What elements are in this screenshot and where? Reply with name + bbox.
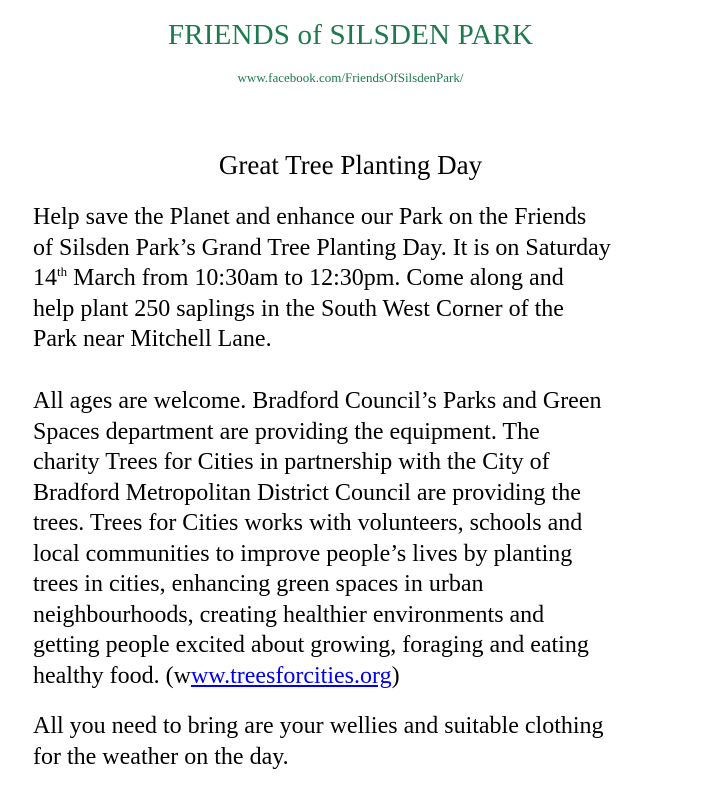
paragraph-line: getting people excited about growing, foraging and eating <box>33 632 589 658</box>
paragraph-line: Help save the Planet and enhance our Park on the Friends <box>33 204 587 230</box>
paragraph-line: help plant 250 saplings in the South West Corner of the <box>33 295 564 322</box>
date-rest: March from 10:30am to 12:30pm. Come along and <box>67 265 564 291</box>
trees-for-cities-link[interactable]: ww.treesforcities.org <box>190 662 392 689</box>
facebook-url: www.facebook.com/FriendsOfSilsdenPark/ <box>237 70 464 85</box>
paragraph-line: Bradford Metropolitan District Council are providing the <box>33 479 581 506</box>
paragraph-line: neighbourhoods, creating healthier environments and <box>33 601 545 628</box>
paragraph-line: trees. Trees for Cities works with volunteers, schools and <box>33 510 583 536</box>
details-paragraph <box>33 386 693 691</box>
closing-paragraph <box>33 711 693 772</box>
date-day: 14 <box>33 265 57 291</box>
paragraph-line: All you need to bring are your wellies and suitable clothing <box>33 713 604 739</box>
link-prefix: healthy food. (w <box>33 662 191 689</box>
paragraph-line: for the weather on the day. <box>33 743 289 770</box>
event-title: Great Tree Planting Day <box>218 150 483 180</box>
paragraph-line-with-link <box>33 661 693 692</box>
paragraph-line-date <box>33 263 693 294</box>
paragraph-line: charity Trees for Cities in partnership with the City of <box>33 449 550 475</box>
organisation-title: FRIENDS of SILSDEN PARK <box>167 19 534 51</box>
paragraph-line: All ages are welcome. Bradford Council’s Parks and Green <box>33 388 602 414</box>
intro-paragraph <box>33 202 693 355</box>
paragraph-line: local communities to improve people’s lives by planting <box>33 540 573 567</box>
paragraph-line: Park near Mitchell Lane. <box>33 326 272 352</box>
link-suffix: ) <box>391 662 400 689</box>
paragraph-line: trees in cities, enhancing green spaces in urban <box>33 571 484 597</box>
paragraph-line: of Silsden Park’s Grand Tree Planting Day. It is on Saturday <box>33 234 611 261</box>
paragraph-line: Spaces department are providing the equipment. The <box>33 418 540 445</box>
date-ordinal-suffix: th <box>57 264 68 279</box>
